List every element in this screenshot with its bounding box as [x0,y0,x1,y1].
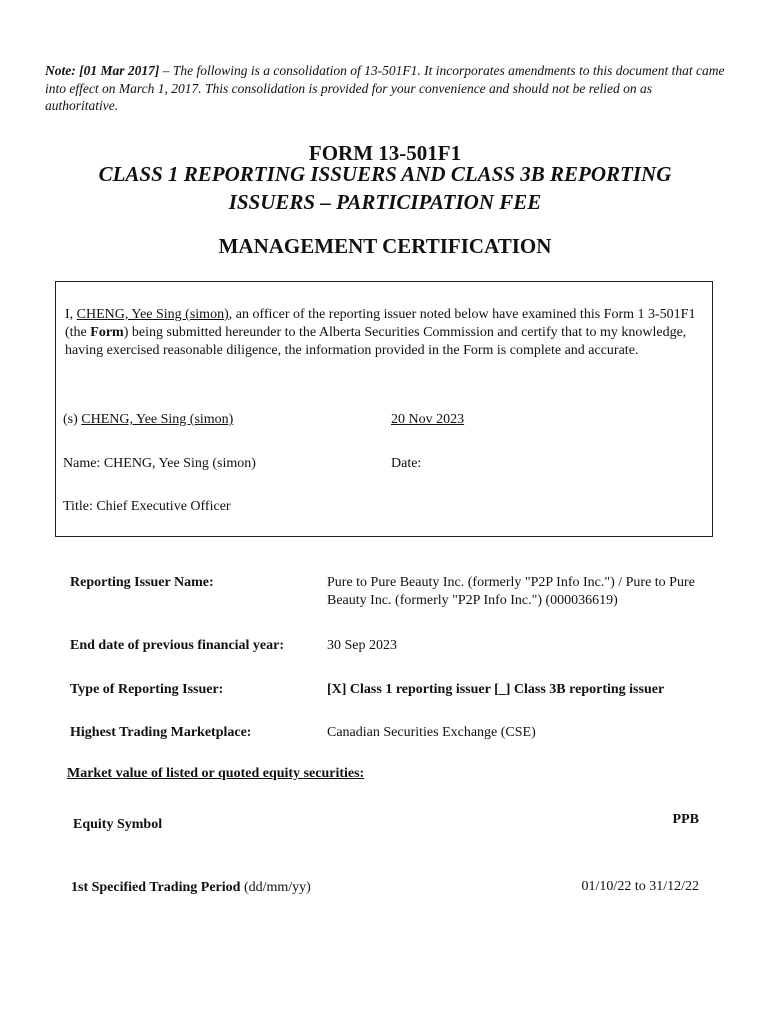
equity-symbol-label: Equity Symbol [73,817,163,832]
trading-period-value: 01/10/22 to 31/12/22 [581,879,699,894]
issuer-name-value: Pure to Pure Beauty Inc. (formerly "P2P Info Inc.") / Pure to Pure Beauty Inc. (formerly "P2P Info Inc.") (000036619) [327,575,695,608]
issuer-type-label: Type of Reporting Issuer: [70,682,224,697]
trading-period-label [71,879,311,897]
signature-name: CHENG, Yee Sing (simon) [81,412,234,427]
issuer-name-label: Reporting Issuer Name: [70,575,214,590]
marketplace-label: Highest Trading Marketplace: [70,725,252,740]
marketplace-value: Canadian Securities Exchange (CSE) [327,725,536,740]
form-number-heading: FORM 13-501F1 [308,141,462,165]
note-label: Note: [01 Mar 2017] [45,63,160,78]
fiscal-year-end-label: End date of previous financial year: [70,638,285,653]
form-subtitle-line-2: ISSUERS – PARTICIPATION FEE [228,190,542,214]
officer-name-label: Name: CHENG, Yee Sing (simon) [63,456,256,471]
market-value-heading: Market value of listed or quoted equity securities: [67,766,365,781]
equity-symbol-value: PPB [672,812,699,827]
management-certification-heading: MANAGEMENT CERTIFICATION [218,234,552,258]
certification-statement [65,306,705,360]
cert-text-a: , an officer of the reporting issuer noted below have examined this Form 1 3-501F1 (the [65,307,696,340]
fiscal-year-end-value: 30 Sep 2023 [327,638,397,653]
cert-prefix: I, [65,307,77,322]
signature-line [63,411,233,429]
trading-period-text: 1st Specified Trading Period [71,880,241,895]
issuer-type-value: [X] Class 1 reporting issuer [_] Class 3B reporting issuer [327,682,665,697]
trading-period-format: (dd/mm/yy) [240,880,311,895]
note-text: – The following is a consolidation of 13-501F1. It incorporates amendments to this document that came into effect on March 1, 2017. This consolidation is provided for your convenience and should not be relied on as authoritative. [45,63,725,113]
officer-title: Title: Chief Executive Officer [63,499,231,514]
date-label: Date: [391,456,422,471]
certification-box [55,281,713,537]
signature-date: 20 Nov 2023 [391,412,465,427]
cert-text-b: ) being submitted hereunder to the Alberta Securities Commission and certify that to my knowledge, having exercised reasonable diligence, the information provided in the Form is complete and accurate. [65,325,687,358]
consolidation-note [45,62,725,115]
officer-name: CHENG, Yee Sing (simon) [76,307,229,322]
signature-prefix: (s) [63,412,82,427]
form-subtitle [0,160,770,216]
form-subtitle-line-1: CLASS 1 REPORTING ISSUERS AND CLASS 3B REPORTING [98,162,672,186]
form-word: Form [90,325,124,340]
